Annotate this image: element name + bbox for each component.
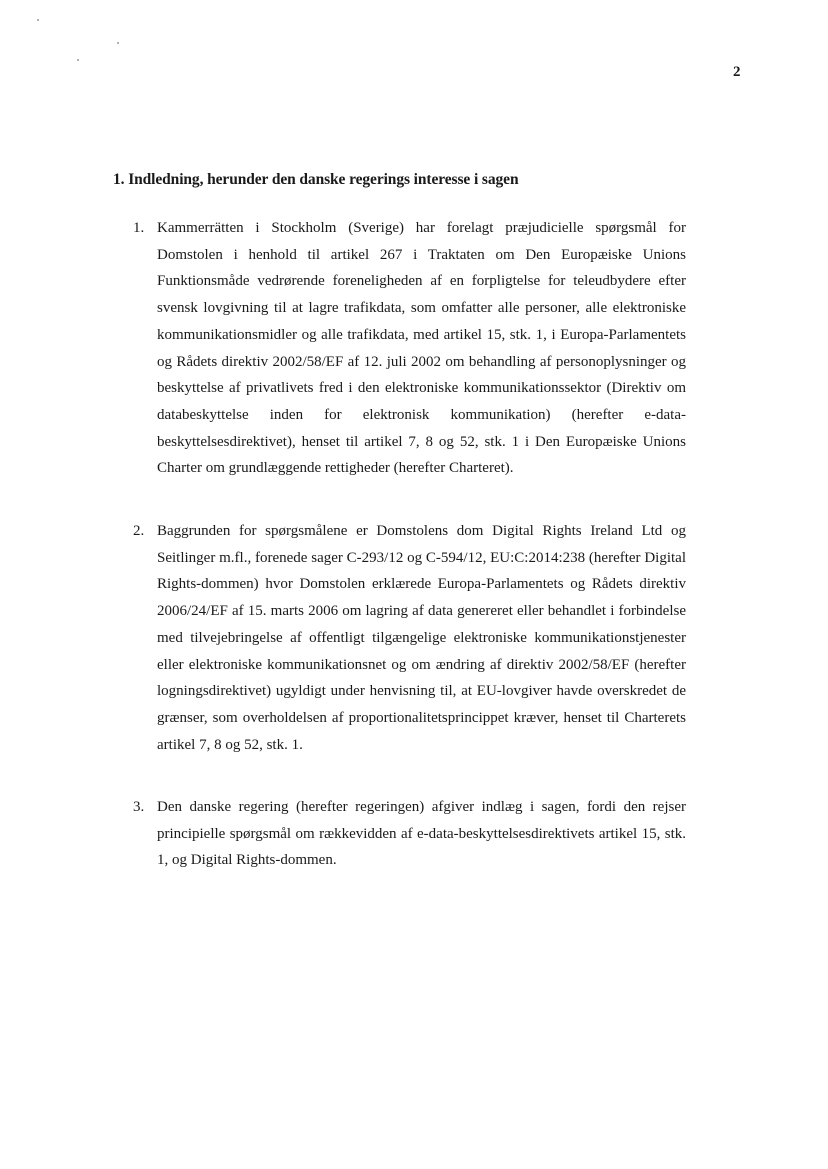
- paragraph-number: 1.: [133, 220, 145, 236]
- numbered-paragraph: [133, 215, 686, 482]
- numbered-paragraph: [133, 794, 686, 874]
- paragraph-number: 2.: [133, 523, 145, 539]
- paragraph-text: Kammerrätten i Stockholm (Sverige) har forelagt præjudicielle spørgsmål for Domstolen i henhold til artikel 267 i Traktaten om Den Europæiske Unions Funktionsmåde vedrørende foreneligheden af en forpligtelse for teleudbydere efter svensk lovgivning til at lagre trafikdata, som omfatter alle personer, alle elektroniske kommunikationsmidler og alle trafikdata, med artikel 15, stk. 1, i Europa-Parlamentets og Rådets direktiv 2002/58/EF af 12. juli 2002 om behandling af personoplysninger og beskyttelse af privatlivets fred i den elektroniske kommunikationssektor (Direktiv om databeskyttelse inden for elektronisk kommunikation) (herefter e-data-beskyttelsesdirektivet), henset til artikel 7, 8 og 52, stk. 1 i Den Europæiske Unions Charter om grundlæggende rettigheder (herefter Charteret).: [157, 220, 686, 477]
- numbered-paragraph: [133, 518, 686, 758]
- section-heading: 1. Indledning, herunder den danske regerings interesse i sagen: [113, 171, 519, 188]
- scan-speck: [117, 42, 119, 44]
- page-number: 2: [733, 64, 741, 80]
- scan-speck: [77, 59, 79, 61]
- paragraph-text: Den danske regering (herefter regeringen) afgiver indlæg i sagen, fordi den rejser principielle spørgsmål om rækkevidden af e-data-beskyttelsesdirektivets artikel 15, stk. 1, og Digital Rights-dommen.: [157, 799, 686, 869]
- scan-speck: [37, 19, 39, 21]
- paragraph-number: 3.: [133, 799, 145, 815]
- paragraph-text: Baggrunden for spørgsmålene er Domstolens dom Digital Rights Ireland Ltd og Seitlinger m.fl., forenede sager C-293/12 og C-594/12, EU:C:2014:238 (herefter Digital Rights-dommen) hvor Domstolen erklærede Europa-Parlamentets og Rådets direktiv 2006/24/EF af 15. marts 2006 om lagring af data genereret eller behandlet i forbindelse med tilvejebringelse af offentligt tilgængelige elektroniske kommunikationstjenester eller elektroniske kommunikationsnet og om ændring af direktiv 2002/58/EF (herefter logningsdirektivet) ugyldigt under henvisning til, at EU-lovgiver havde overskredet de grænser, som overholdelsen af proportionalitetsprincippet kræver, henset til Charterets artikel 7, 8 og 52, stk. 1.: [157, 523, 686, 753]
